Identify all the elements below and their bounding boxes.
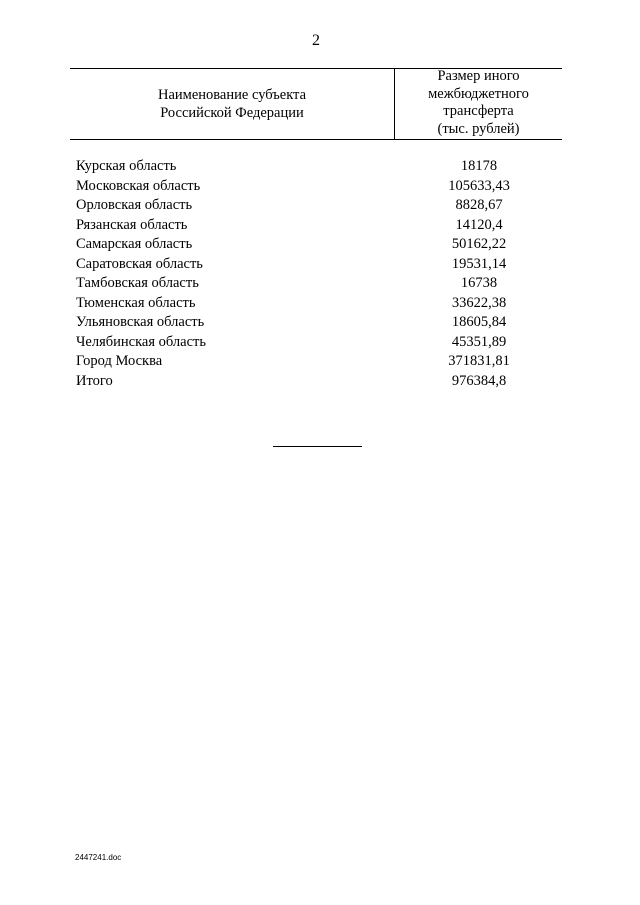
region-name: Московская область (76, 177, 201, 194)
column-header-transfer-amount (395, 68, 562, 138)
table-row (76, 157, 562, 177)
column-header-subject-name (70, 87, 394, 122)
transfer-amount: 105633,43 (448, 177, 510, 194)
column-header-transfer-amount-line: Размер иного (437, 68, 520, 84)
column-header-transfer-amount-line: (тыс. рублей) (437, 120, 520, 137)
table-row-total (76, 372, 562, 392)
region-name: Тамбовская область (76, 275, 199, 291)
column-header-subject-name-line: Российской Федерации (160, 104, 304, 121)
transfer-amount: 18605,84 (451, 314, 507, 330)
table-body (76, 157, 562, 391)
column-header-transfer-amount-line: трансферта (443, 103, 514, 119)
transfer-amount: 33622,38 (451, 294, 507, 311)
transfer-amount: 371831,81 (448, 353, 510, 369)
region-name: Орловская область (76, 197, 193, 213)
region-name: Саратовская область (76, 255, 203, 272)
transfer-amount: 8828,67 (455, 197, 503, 213)
transfer-amount: 45351,89 (451, 333, 507, 350)
table-row (76, 274, 562, 294)
table-row (76, 294, 562, 314)
column-header-subject-name-line: Наименование субъекта (157, 87, 307, 103)
page-number: 2 (312, 32, 320, 49)
table-row (76, 313, 562, 333)
table-row (76, 196, 562, 216)
end-of-document-rule (273, 446, 362, 447)
table-row (76, 255, 562, 275)
total-label: Итого (76, 372, 113, 389)
region-name: Тюменская область (76, 294, 196, 311)
transfer-amount: 18178 (460, 158, 498, 174)
table-header-bottom-rule (70, 139, 562, 140)
transfer-amount: 19531,14 (451, 255, 507, 272)
total-amount: 976384,8 (451, 372, 507, 389)
region-name: Курская область (76, 158, 177, 174)
table-row (76, 333, 562, 353)
document-file-id: 2447241.doc (75, 853, 122, 862)
column-header-transfer-amount-line: межбюджетного (428, 85, 529, 102)
transfer-amount: 16738 (460, 275, 498, 291)
table-row (76, 352, 562, 372)
region-name: Челябинская область (76, 333, 206, 350)
transfer-amount: 14120,4 (455, 216, 503, 233)
transfer-amount: 50162,22 (451, 236, 507, 252)
table-row (76, 235, 562, 255)
region-name: Рязанская область (76, 216, 188, 233)
table-row (76, 177, 562, 197)
table-row (76, 216, 562, 236)
region-name: Город Москва (76, 353, 163, 369)
region-name: Самарская область (76, 236, 193, 252)
region-name: Ульяновская область (76, 314, 205, 330)
